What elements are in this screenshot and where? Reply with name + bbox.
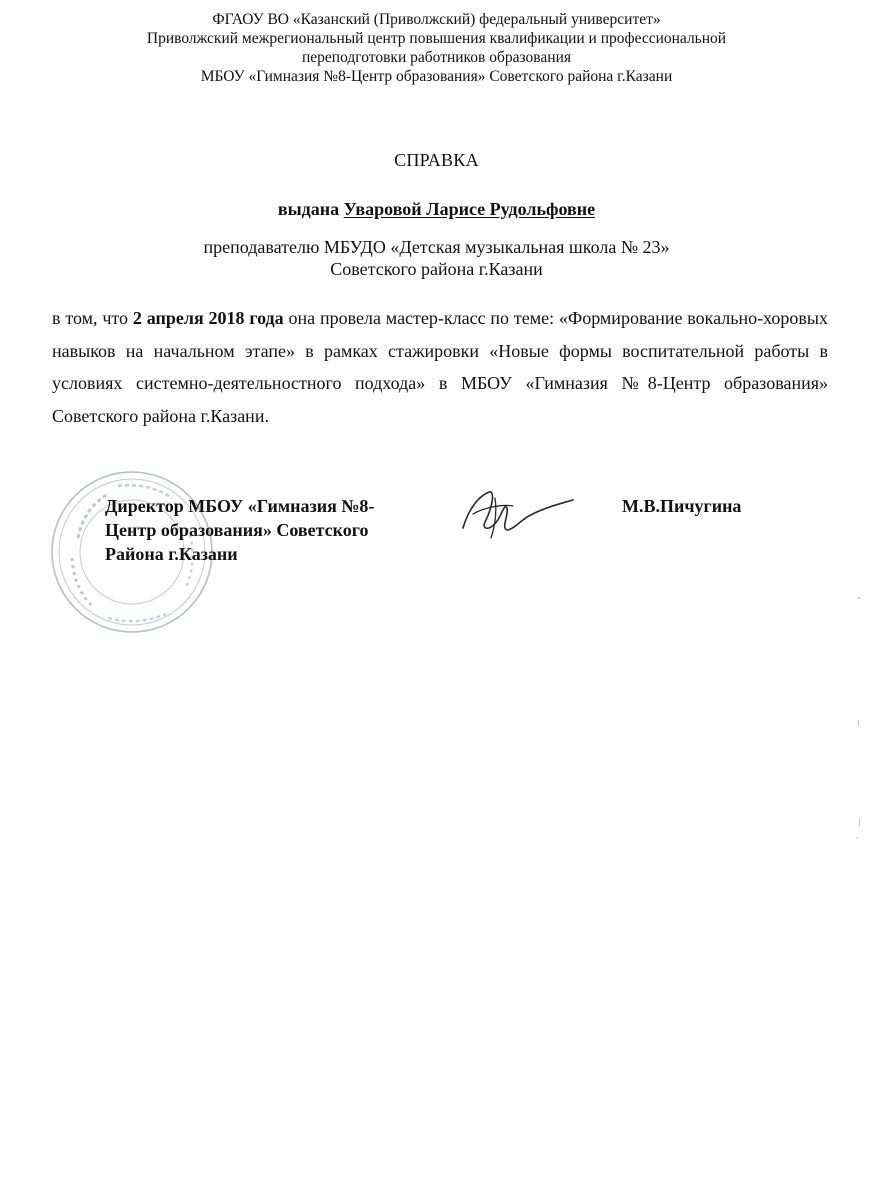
issued-line [0, 199, 873, 220]
signer-title [105, 494, 435, 566]
header-university: ФГАОУ ВО «Казанский (Приволжский) федеральный университет» [212, 11, 661, 28]
document-title: СПРАВКА [394, 150, 479, 170]
event-date: 2 апреля 2018 года [132, 308, 284, 328]
signer-line-3: Района г.Казани [105, 544, 238, 564]
issued-prefix: выдана [277, 199, 340, 219]
position-line-2: Советского района г.Казани [330, 259, 543, 279]
document-header [0, 10, 873, 86]
body-part-2: она провела мастер-класс по теме: «Формирование вокально-хоровых навыков на начальном этапе» в рамках стажировки «Новые формы воспитательной работы в условиях системно-деятельностного подхода» в МБОУ «Гимназия №8-Центр образования» Советского района г.Казани. [52, 308, 829, 426]
recipient-position [0, 236, 873, 280]
signer-line-1: Директор МБОУ «Гимназия №8- [105, 496, 375, 516]
position-line-1: преподавателю МБУДО «Детская музыкальная школа № 23» [203, 237, 670, 257]
scan-specks [847, 590, 867, 890]
header-center: Приволжский межрегиональный центр повышения квалификации и профессиональной [146, 30, 727, 47]
body-part-1: в том, что [52, 308, 129, 328]
handwritten-signature-icon [455, 478, 575, 548]
recipient-name: Уваровой Ларисе Рудольфовне [343, 199, 596, 219]
signer-line-2: Центр образования» Советского [105, 520, 369, 540]
certificate-body [52, 302, 828, 432]
header-school: МБОУ «Гимназия №8-Центр образования» Советского района г.Казани [200, 68, 673, 85]
header-center-cont: переподготовки работников образования [301, 49, 572, 66]
signer-name: М.В.Пичугина [622, 496, 742, 516]
